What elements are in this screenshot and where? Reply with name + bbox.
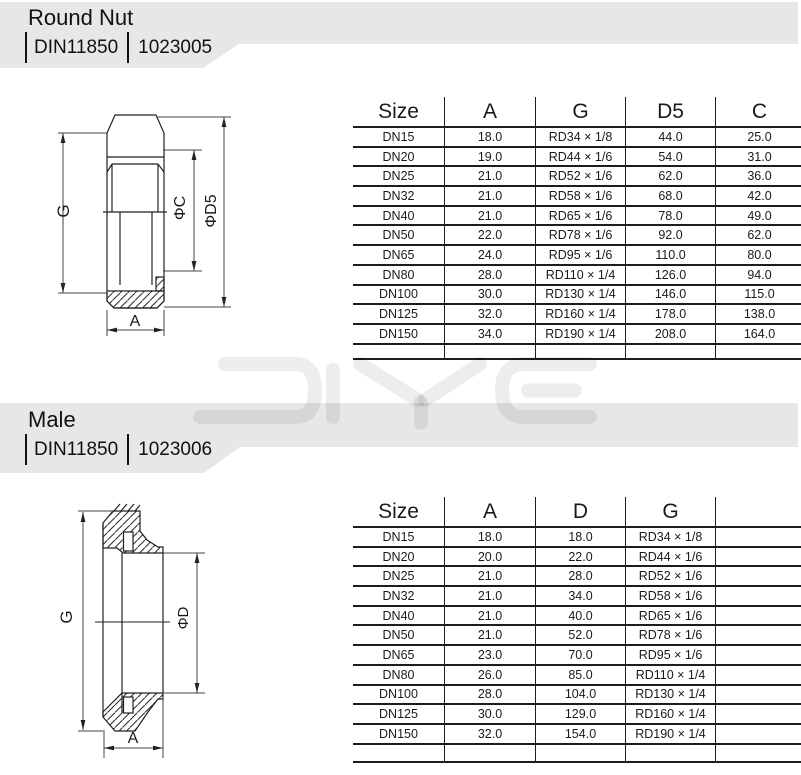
table-cell: 21.0 bbox=[445, 186, 536, 206]
table-cell: DN20 bbox=[353, 547, 445, 567]
table-cell: 40.0 bbox=[536, 606, 626, 626]
table-cell: 164.0 bbox=[716, 324, 801, 344]
table-cell bbox=[716, 685, 801, 705]
header-row bbox=[353, 97, 801, 127]
table-cell: 24.0 bbox=[445, 245, 536, 265]
table-row bbox=[353, 625, 801, 645]
column-header: Size bbox=[353, 97, 445, 127]
table-cell: 94.0 bbox=[716, 265, 801, 285]
table-cell: 126.0 bbox=[626, 265, 716, 285]
column-header: A bbox=[445, 97, 536, 127]
table-cell: RD52 × 1/6 bbox=[536, 166, 626, 186]
table-row bbox=[353, 527, 801, 547]
table-cell: DN20 bbox=[353, 147, 445, 167]
table-cell: 44.0 bbox=[626, 127, 716, 147]
table-cell: 30.0 bbox=[445, 704, 536, 724]
dim-label-g: G bbox=[57, 610, 76, 624]
product-code: 1023006 bbox=[138, 438, 213, 460]
table-cell: 208.0 bbox=[626, 324, 716, 344]
table-cell: DN15 bbox=[353, 527, 445, 547]
table-cell: 68.0 bbox=[626, 186, 716, 206]
table-cell: RD130 × 1/4 bbox=[626, 685, 716, 705]
table-cell: 42.0 bbox=[716, 186, 801, 206]
table-cell: 138.0 bbox=[716, 304, 801, 324]
page-title-male: Male bbox=[28, 407, 76, 432]
column-header: A bbox=[445, 497, 536, 527]
table-row bbox=[353, 186, 801, 206]
table-cell: RD110 × 1/4 bbox=[626, 665, 716, 685]
table-cell: 34.0 bbox=[536, 586, 626, 606]
dim-label-phi-c: ΦC bbox=[172, 195, 189, 221]
table-cell: 78.0 bbox=[626, 206, 716, 226]
table-cell: RD44 × 1/6 bbox=[626, 547, 716, 567]
table-cell: DN80 bbox=[353, 265, 445, 285]
table-cell bbox=[716, 344, 801, 359]
table-cell: 70.0 bbox=[536, 645, 626, 665]
table-cell bbox=[716, 527, 801, 547]
table-cell: RD34 × 1/8 bbox=[536, 127, 626, 147]
table-row bbox=[353, 685, 801, 705]
table-cell: 21.0 bbox=[445, 206, 536, 226]
table-cell: 26.0 bbox=[445, 665, 536, 685]
table-cell bbox=[626, 344, 716, 359]
table-cell: 110.0 bbox=[626, 245, 716, 265]
table-cell bbox=[353, 744, 445, 762]
table-cell: 20.0 bbox=[445, 547, 536, 567]
table-cell: 28.0 bbox=[445, 685, 536, 705]
table-cell bbox=[716, 645, 801, 665]
table-cell: 92.0 bbox=[626, 225, 716, 245]
table-cell: DN150 bbox=[353, 724, 445, 744]
table-cell: 36.0 bbox=[716, 166, 801, 186]
table-cell: 62.0 bbox=[716, 225, 801, 245]
table-cell: RD160 × 1/4 bbox=[626, 704, 716, 724]
table-cell: DN32 bbox=[353, 586, 445, 606]
column-header: D5 bbox=[626, 97, 716, 127]
table-row bbox=[353, 245, 801, 265]
table-cell: RD110 × 1/4 bbox=[536, 265, 626, 285]
table-row bbox=[353, 265, 801, 285]
column-header: Size bbox=[353, 497, 445, 527]
table-cell: RD78 × 1/6 bbox=[536, 225, 626, 245]
table-cell: 21.0 bbox=[445, 606, 536, 626]
table-row bbox=[353, 606, 801, 626]
table-cell: RD78 × 1/6 bbox=[626, 625, 716, 645]
table-cell: DN15 bbox=[353, 127, 445, 147]
table-cell: DN125 bbox=[353, 704, 445, 724]
table-row bbox=[353, 304, 801, 324]
table-row bbox=[353, 566, 801, 586]
table-row bbox=[353, 127, 801, 147]
column-header: G bbox=[626, 497, 716, 527]
table-cell: RD52 × 1/6 bbox=[626, 566, 716, 586]
dim-label-g: G bbox=[54, 204, 73, 218]
page-title-round-nut: Round Nut bbox=[28, 5, 134, 30]
table-cell: 21.0 bbox=[445, 166, 536, 186]
column-header: D bbox=[536, 497, 626, 527]
table-cell: DN65 bbox=[353, 245, 445, 265]
table-cell bbox=[716, 704, 801, 724]
table-row bbox=[353, 724, 801, 744]
table-cell bbox=[716, 547, 801, 567]
standard-label: DIN11850 bbox=[34, 438, 119, 460]
table-cell: DN40 bbox=[353, 606, 445, 626]
table-cell: DN150 bbox=[353, 324, 445, 344]
round-nut-subheader bbox=[25, 32, 212, 63]
header-row bbox=[353, 497, 801, 527]
table-row bbox=[353, 225, 801, 245]
table-cell: DN100 bbox=[353, 685, 445, 705]
table-cell bbox=[445, 744, 536, 762]
table-cell: 32.0 bbox=[445, 304, 536, 324]
table-cell: RD58 × 1/6 bbox=[536, 186, 626, 206]
table-cell: DN50 bbox=[353, 625, 445, 645]
table-cell: DN125 bbox=[353, 304, 445, 324]
table-cell: DN40 bbox=[353, 206, 445, 226]
dim-label-a: A bbox=[129, 313, 141, 330]
table-cell: 25.0 bbox=[716, 127, 801, 147]
table-cell bbox=[716, 625, 801, 645]
table-row bbox=[353, 704, 801, 724]
table-cell: 21.0 bbox=[445, 566, 536, 586]
table-cell: RD58 × 1/6 bbox=[626, 586, 716, 606]
table-cell bbox=[716, 744, 801, 762]
table-cell bbox=[716, 566, 801, 586]
table-cell: 54.0 bbox=[626, 147, 716, 167]
table-cell: 22.0 bbox=[445, 225, 536, 245]
table-cell: DN100 bbox=[353, 285, 445, 305]
column-header: C bbox=[716, 97, 801, 127]
table-cell: 178.0 bbox=[626, 304, 716, 324]
table-cell: DN65 bbox=[353, 645, 445, 665]
table-cell: RD44 × 1/6 bbox=[536, 147, 626, 167]
table-cell: RD190 × 1/4 bbox=[626, 724, 716, 744]
table-cell: RD130 × 1/4 bbox=[536, 285, 626, 305]
table-cell: DN32 bbox=[353, 186, 445, 206]
table-cell: 49.0 bbox=[716, 206, 801, 226]
table-row bbox=[353, 324, 801, 344]
table-cell: 80.0 bbox=[716, 245, 801, 265]
product-code: 1023005 bbox=[138, 36, 213, 58]
table-cell: 18.0 bbox=[536, 527, 626, 547]
table-cell: DN25 bbox=[353, 166, 445, 186]
table-row bbox=[353, 285, 801, 305]
table-row bbox=[353, 665, 801, 685]
diye-watermark-logo bbox=[185, 348, 615, 433]
table-cell bbox=[716, 606, 801, 626]
dim-label-a: A bbox=[127, 730, 139, 747]
column-header bbox=[716, 497, 801, 527]
table-row bbox=[353, 645, 801, 665]
dim-label-phi-d5: ΦD5 bbox=[203, 194, 220, 228]
table-cell bbox=[626, 744, 716, 762]
table-cell: 23.0 bbox=[445, 645, 536, 665]
male-subheader bbox=[25, 434, 212, 465]
table-cell bbox=[716, 586, 801, 606]
table-cell: 21.0 bbox=[445, 586, 536, 606]
dim-label-phi-d: ΦD bbox=[175, 606, 192, 630]
table-cell: 154.0 bbox=[536, 724, 626, 744]
column-header: G bbox=[536, 97, 626, 127]
table-cell bbox=[716, 665, 801, 685]
table-cell: 34.0 bbox=[445, 324, 536, 344]
male-drawing bbox=[55, 495, 305, 770]
table-cell: 115.0 bbox=[716, 285, 801, 305]
table-row bbox=[353, 166, 801, 186]
table-cell: 52.0 bbox=[536, 625, 626, 645]
table-cell: RD65 × 1/6 bbox=[626, 606, 716, 626]
table-cell: 30.0 bbox=[445, 285, 536, 305]
round-nut-drawing bbox=[45, 98, 300, 348]
table-row bbox=[353, 744, 801, 762]
table-cell bbox=[716, 724, 801, 744]
table-cell: 22.0 bbox=[536, 547, 626, 567]
male-spec-table bbox=[353, 497, 801, 763]
table-cell: 62.0 bbox=[626, 166, 716, 186]
table-cell: 19.0 bbox=[445, 147, 536, 167]
table-cell: RD190 × 1/4 bbox=[536, 324, 626, 344]
table-cell bbox=[536, 744, 626, 762]
table-cell: 146.0 bbox=[626, 285, 716, 305]
table-cell: DN80 bbox=[353, 665, 445, 685]
table-cell: 104.0 bbox=[536, 685, 626, 705]
table-cell: DN25 bbox=[353, 566, 445, 586]
table-cell: RD95 × 1/6 bbox=[626, 645, 716, 665]
table-cell: RD95 × 1/6 bbox=[536, 245, 626, 265]
table-cell: 31.0 bbox=[716, 147, 801, 167]
table-cell: RD34 × 1/8 bbox=[626, 527, 716, 547]
table-cell: 85.0 bbox=[536, 665, 626, 685]
table-row bbox=[353, 206, 801, 226]
table-row bbox=[353, 147, 801, 167]
table-row bbox=[353, 547, 801, 567]
table-cell: 18.0 bbox=[445, 527, 536, 547]
table-cell: RD160 × 1/4 bbox=[536, 304, 626, 324]
round-nut-spec-table bbox=[353, 97, 801, 360]
table-cell: 129.0 bbox=[536, 704, 626, 724]
table-cell: 21.0 bbox=[445, 625, 536, 645]
table-cell: 28.0 bbox=[445, 265, 536, 285]
table-cell: 18.0 bbox=[445, 127, 536, 147]
table-cell: 28.0 bbox=[536, 566, 626, 586]
table-cell: 32.0 bbox=[445, 724, 536, 744]
table-cell: DN50 bbox=[353, 225, 445, 245]
standard-label: DIN11850 bbox=[34, 36, 119, 58]
table-cell: RD65 × 1/6 bbox=[536, 206, 626, 226]
table-row bbox=[353, 586, 801, 606]
